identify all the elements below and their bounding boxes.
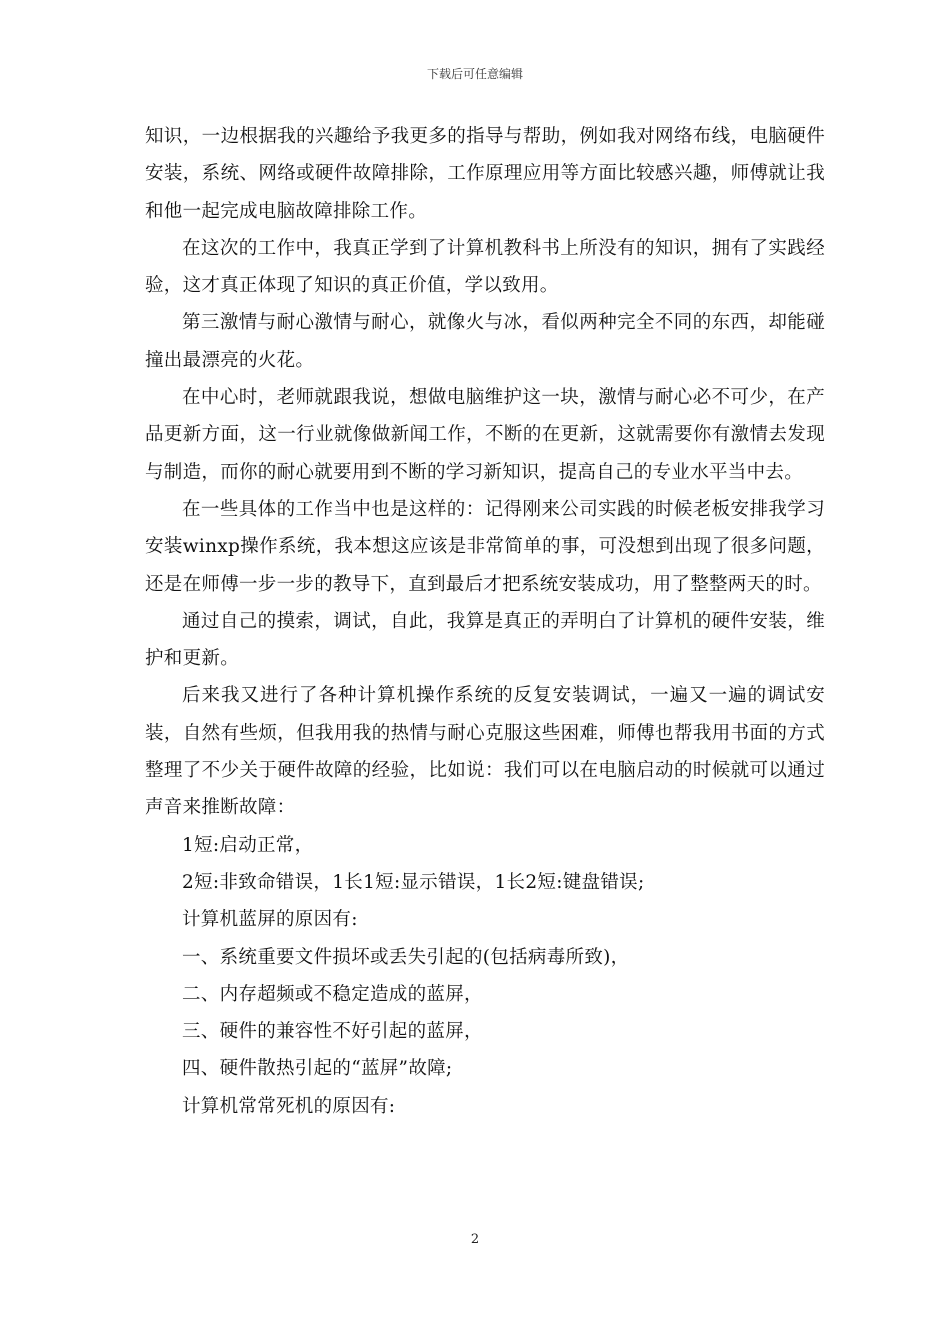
list-item-bluescreen-2: 二、内存超频或不稳定造成的蓝屏，	[182, 983, 483, 1005]
paragraph-6: 通过自己的摸索，调试，自此，我算是真正的弄明白了计算机的硬件安装，维护和更新。	[145, 610, 825, 670]
paragraph-1: 知识，一边根据我的兴趣给予我更多的指导与帮助，例如我对网络布线，电脑硬件安装，系统、网络或硬件故障排除，工作原理应用等方面比较感兴趣，师傅就让我和他一起完成电脑故障排除工作。	[145, 126, 825, 222]
paragraph-4: 在中心时，老师就跟我说，想做电脑维护这一块，激情与耐心必不可少，在产品更新方面，这一行业就像做新闻工作，不断的在更新，这就需要你有激情去发现与制造，而你的耐心就要用到不断的学习新知识，提高自己的专业水平当中去。	[145, 387, 825, 483]
page-number: 2	[470, 1232, 480, 1247]
list-item-beep-2: 2短:非致命错误，1长1短:显示错误，1长2短:键盘错误;	[182, 871, 645, 893]
paragraph-3: 第三激情与耐心激情与耐心，就像火与冰，看似两种完全不同的东西，却能碰撞出最漂亮的火花。	[145, 312, 825, 371]
paragraph-5: 在一些具体的工作当中也是这样的：记得刚来公司实践的时候老板安排我学习安装winxp操作系统，我本想这应该是非常简单的事，可没想到出现了很多问题，还是在师傅一步一步的教导下，直到最后才把系统安装成功，用了整整两天的时。	[145, 498, 825, 595]
bluescreen-heading: 计算机蓝屏的原因有:	[182, 909, 358, 931]
list-item-bluescreen-4: 四、硬件散热引起的“蓝屏”故障;	[182, 1058, 453, 1080]
paragraph-2: 在这次的工作中，我真正学到了计算机教科书上所没有的知识，拥有了实践经验，这才真正体现了知识的真正价值，学以致用。	[145, 237, 825, 297]
list-item-bluescreen-3: 三、硬件的兼容性不好引起的蓝屏，	[182, 1021, 483, 1043]
paragraph-7: 后来我又进行了各种计算机操作系统的反复安装调试，一遍又一遍的调试安装，自然有些烦，但我用我的热情与耐心克服这些困难，师傅也帮我用书面的方式整理了不少关于硬件故障的经验，比如说：我们可以在电脑启动的时候就可以通过声音来推断故障：	[145, 685, 825, 819]
page-header: 下载后可任意编辑	[426, 67, 523, 81]
list-item-beep-1: 1短:启动正常，	[182, 834, 314, 856]
crash-heading: 计算机常常死机的原因有:	[182, 1095, 396, 1117]
list-item-bluescreen-1: 一、系统重要文件损坏或丢失引起的(包括病毒所致)，	[182, 946, 630, 968]
body-text	[145, 118, 825, 1125]
